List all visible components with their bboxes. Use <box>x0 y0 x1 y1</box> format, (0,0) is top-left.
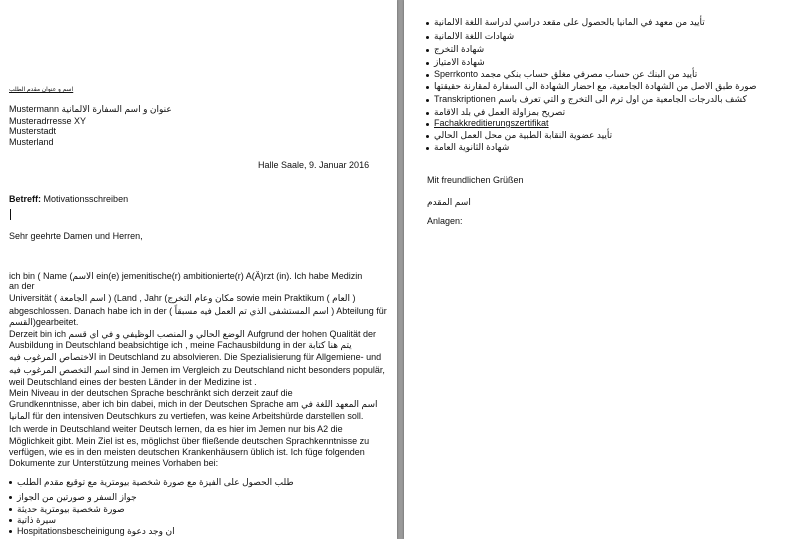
bullet-item: Hospitationsbescheinigung ان وجد دعوة <box>17 526 175 536</box>
bullet-item: تأييد عضوية النقابة الطبية من محل العمل الحالي <box>434 130 613 140</box>
letter-date: Halle Saale, 9. Januar 2016 <box>258 160 370 170</box>
body-line: المانيا für den intensiven Deutschkurs zu vertiefen, was keine Arbeitshürde darstellen soll. <box>9 411 364 421</box>
bullet-dot <box>426 49 429 52</box>
bullet-dot <box>426 36 429 39</box>
closing: Mit freundlichen Grüßen <box>427 175 524 185</box>
body-line: Universität ( اسم الجامعة ) (Land , Jahr (مكان وعام التخرج sowie mein Praktikum ( العام ) <box>9 293 356 303</box>
bullet-item: شهادة الثانوية العامة <box>434 142 510 152</box>
subject-text: Motivationsschreiben <box>43 194 129 204</box>
recipient-name: Mustermann <box>9 104 60 114</box>
bullet-item: تصريح بمزاولة العمل في بلد الاقامة <box>434 107 566 117</box>
body-line: Grundkenntnisse, aber ich bin dabei, mich in der Deutschen Sprache am اسم المعهد اللغة في <box>9 399 378 409</box>
bullet-dot <box>9 481 12 484</box>
bullet-dot <box>426 62 429 65</box>
salutation: Sehr geehrte Damen und Herren, <box>9 231 143 241</box>
bullet-dot <box>426 135 429 138</box>
bullet-item: صورة طبق الاصل من الشهادة الجامعية، مع احضار الشهادة الى السفارة لمقارنة حقيقتها <box>434 81 757 91</box>
recipient-line4: Musterland <box>9 137 54 147</box>
bullet-dot <box>426 86 429 89</box>
body-line: weil Deutschland eines der besten Länder in der Medizine ist . <box>9 377 257 387</box>
sender-label: اسم و عنوان مقدم الطلب <box>9 87 74 93</box>
body-line: اسم التخصص المرغوب فيه sind in Jemen im Vergleich zu Deutschland nicht besonders populär, <box>9 365 385 375</box>
body-line: Dokumente zur Unterstützung meines Vorhaben bei: <box>9 458 219 468</box>
subject-line <box>9 194 128 204</box>
bullet-item: طلب الحصول على الفيزة مع صورة شخصية بيومترية مع توقيع مقدم الطلب <box>17 477 294 487</box>
bullet-dot <box>9 519 12 522</box>
bullet-item: صورة شخصية بيومترية حديثة <box>17 504 125 514</box>
signature-name: اسم المقدم <box>427 197 471 207</box>
body-line: ich bin ( Name (الاسم ein(e) jemenitische(r) ambitionierte(r) A(Ä)rzt (in). Ich habe Medizin <box>9 271 363 281</box>
bullet-dot <box>426 112 429 115</box>
body-line: an der <box>9 281 35 291</box>
bullet-dot <box>426 147 429 150</box>
bullet-dot <box>426 74 429 77</box>
recipient-name-ar: عنوان و اسم السفارة الالمانية <box>61 104 172 114</box>
bullet-item: سيرة ذاتية <box>17 515 56 525</box>
bullet-dot <box>9 530 12 533</box>
body-line: القسم)gearbeitet. <box>9 317 79 327</box>
bullet-dot <box>9 508 12 511</box>
bullet-item: Sperrkonto تأييد من البنك عن حساب مصرفي مغلق حساب بنكي مجمد <box>434 69 698 79</box>
recipient-line3: Musterstadt <box>9 126 57 136</box>
bullet-item: Transkriptionen كشف بالدرجات الجامعية من اول ترم الى التخرج و التي تعرف باسم <box>434 94 747 104</box>
body-line: Ausbildung in Deutschland beabsichtige ich , meine Fachausbildung in der يتم هنا كتابة <box>9 340 352 350</box>
bullet-item: شهادات اللغة الالمانية <box>434 31 515 41</box>
subject-label: Betreff: <box>9 194 42 204</box>
bullet-dot <box>426 123 429 126</box>
body-line: abgeschlossen. Danach habe ich in der ( اسم المستشفى الذي تم العمل فيه مسبقاً ) Abteilung für <box>9 306 387 316</box>
body-line: Ich werde in Deutschland weiter Deutsch lernen, da es hier im Jemen nur bis A2 die <box>9 424 343 434</box>
bullet-item: Fachakkreditierungszertifikat <box>434 118 549 128</box>
bullet-item: تأييد من معهد في المانيا بالحصول على مقعد دراسي لدراسة اللغة الالمانية <box>434 17 705 27</box>
body-line: Derzeit bin ich الوضع الحالي و المنصب الوظيفي و في اي قسم Aufgrund der hohen Qualität der <box>9 329 376 339</box>
bullet-item: جواز السفر و صورتين من الجواز <box>17 492 137 502</box>
text-cursor <box>10 209 11 220</box>
attachments-label: Anlagen: <box>427 216 463 226</box>
document-page-left <box>0 0 397 539</box>
body-line: الاختصاص المرغوب فيه in Deutschland zu absolvieren. Die Spezialisierung für Allgemiene- und <box>9 352 382 362</box>
bullet-item: شهادة الامتياز <box>434 57 485 67</box>
body-line: Möglichkeit gibt. Mein Ziel ist es, möglichst über fließende deutschen Sprachkenntnisse zu <box>9 436 370 446</box>
recipient-line2: Musteradrresse XY <box>9 116 87 126</box>
bullet-dot <box>9 496 12 499</box>
document-page-right <box>404 0 800 539</box>
bullet-item: شهادة التخرج <box>434 44 485 54</box>
bullet-dot <box>426 99 429 102</box>
body-line: verfügen, wie es in den meisten deutschen Krankenhäusern üblich ist. Ich füge folgenden <box>9 447 365 457</box>
bullet-dot <box>426 22 429 25</box>
body-line: Mein Niveau in der deutschen Sprache beschränkt sich derzeit zauf die <box>9 388 293 398</box>
recipient-line1 <box>9 104 172 114</box>
